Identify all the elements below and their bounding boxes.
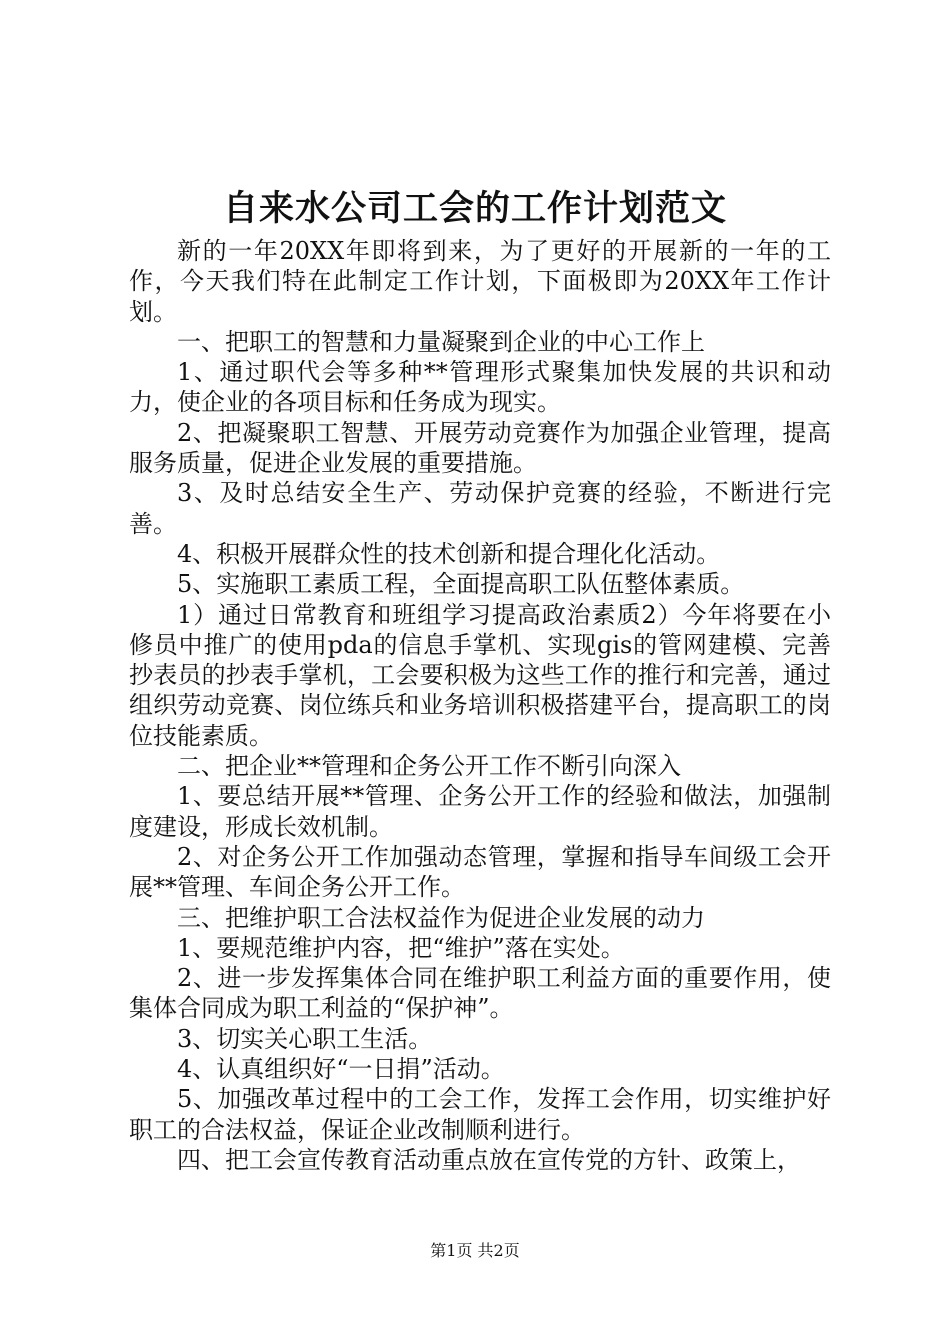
section-heading-3: 三、把维护职工合法权益作为促进企业发展的动力 — [177, 903, 705, 932]
document-title: 自来水公司工会的工作计划范文 — [222, 188, 727, 229]
paragraph: 1、要总结开展**管理、企务公开工作的经验和做法，加强制度建设，形成长效机制。 — [129, 782, 831, 841]
section-heading-1: 一、把职工的智慧和力量凝聚到企业的中心工作上 — [177, 327, 705, 356]
paragraph: 4、积极开展群众性的技术创新和提合理化化活动。 — [177, 539, 721, 568]
paragraph: 3、及时总结安全生产、劳动保护竞赛的经验，不断进行完善。 — [129, 479, 831, 538]
paragraph: 4、认真组织好“一日捐”活动。 — [177, 1055, 505, 1084]
paragraph: 5、加强改革过程中的工会工作，发挥工会作用，切实维护好职工的合法权益，保证企业改制顺利进行。 — [129, 1085, 831, 1144]
paragraph-intro: 新的一年20XX年即将到来，为了更好的开展新的一年的工作，今天我们特在此制定工作计划，下面极即为20XX年工作计划。 — [129, 237, 831, 326]
document-body — [129, 236, 831, 1175]
paragraph: 1、通过职代会等多种**管理形式聚集加快发展的共识和动力，使企业的各项目标和任务成为现实。 — [129, 358, 831, 417]
paragraph: 1、要规范维护内容，把“维护”落在实处。 — [177, 933, 625, 962]
section-heading-4: 四、把工会宣传教育活动重点放在宣传党的方针、政策上， — [177, 1145, 801, 1174]
paragraph: 2、对企务公开工作加强动态管理，掌握和指导车间级工会开展**管理、车间企务公开工作。 — [129, 842, 831, 902]
paragraph: 2、进一步发挥集体合同在维护职工利益方面的重要作用，使集体合同成为职工利益的“保护神”。 — [129, 964, 831, 1023]
paragraph: 1）通过日常教育和班组学习提高政治素质2）今年将要在小修员中推广的使用pda的信息手掌机、实现gis的管网建模、完善抄表员的抄表手掌机，工会要积极为这些工作的推行和完善，通过组织劳动竞赛、岗位练兵和业务培训积极搭建平台，提高职工的岗位技能素质。 — [129, 600, 831, 750]
paragraph: 5、实施职工素质工程，全面提高职工队伍整体素质。 — [177, 570, 745, 599]
page-footer: 第1页 共2页 — [430, 1241, 520, 1260]
paragraph: 3、切实关心职工生活。 — [177, 1024, 433, 1053]
paragraph: 2、把凝聚职工智慧、开展劳动竞赛作为加强企业管理，提高服务质量，促进企业发展的重要措施。 — [129, 418, 831, 478]
section-heading-2: 二、把企业**管理和企务公开工作不断引向深入 — [177, 752, 681, 781]
